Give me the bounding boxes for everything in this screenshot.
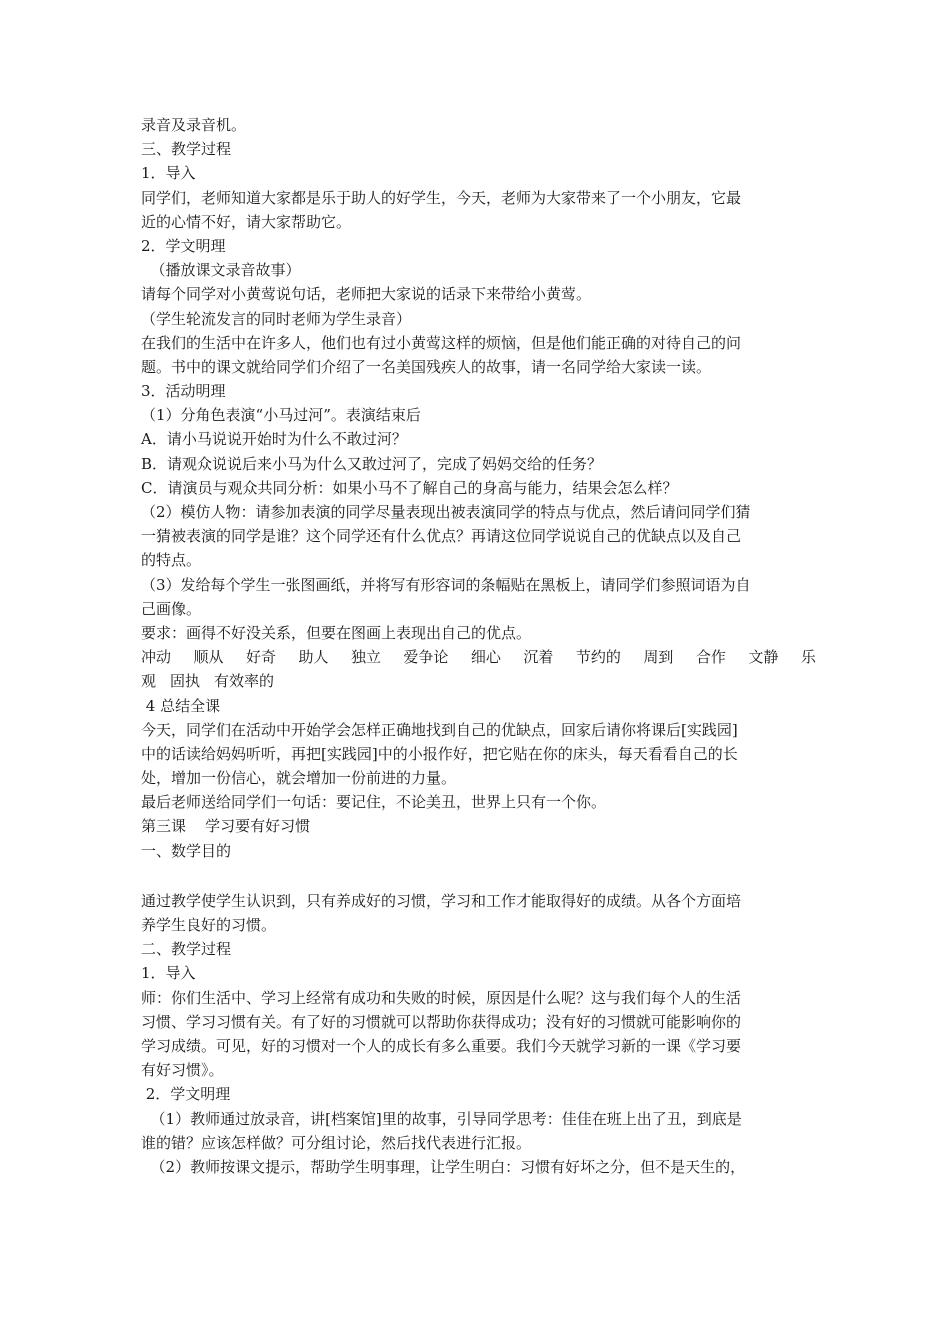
adjective-word: 固执	[170, 672, 201, 691]
text-line: 谁的错？应该怎样做？可分组讨论，然后找代表进行汇报。	[141, 1133, 532, 1152]
text-line: 师：你们生活中、学习上经常有成功和失败的时候，原因是什么呢？这与我们每个人的生活	[141, 988, 742, 1007]
text-line: （2）模仿人物：请参加表演的同学尽量表现出被表演同学的特点与优点，然后请问同学们猜	[141, 503, 751, 521]
text-line: （播放课文录音故事）	[141, 261, 301, 280]
text-line: （学生轮流发言的同时老师为学生录音）	[141, 309, 412, 328]
adjective-word: 合作	[695, 648, 726, 667]
adjective-word-list	[141, 645, 816, 669]
adjective-word: 观	[141, 672, 157, 691]
text-line: （1）教师通过放录音，讲[档案馆]里的故事，引导同学思考：佳佳在班上出了丑，到底是	[141, 1109, 742, 1128]
text-line: 1．导入	[141, 964, 196, 983]
text-line: 今天，同学们在活动中开始学会怎样正确地找到自己的优缺点，回家后请你将课后[实践园]	[141, 720, 738, 739]
section-lesson-two	[141, 113, 816, 645]
text-line: 题。书中的课文就给同学们介绍了一名美国残疾人的故事，请一名同学给大家读一读。	[141, 357, 712, 376]
text-line: C．请演员与观众共同分析：如果小马不了解自己的身高与能力，结果会怎么样？	[141, 478, 678, 497]
adjective-word-list-continued	[141, 669, 816, 693]
text-line: 养学生良好的习惯。	[141, 916, 277, 934]
text-line: 在我们的生活中在许多人，他们也有过小黄莺这样的烦恼，但是他们能正确的对待自己的问	[141, 333, 742, 352]
adjective-word: 细心	[470, 648, 501, 667]
adjective-word: 沉着	[523, 648, 554, 667]
text-line: 通过教学使学生认识到，只有养成好的习惯，学习和工作才能取得好的成绩。从各个方面培	[141, 891, 742, 910]
text-line: 的特点。	[141, 551, 202, 570]
text-line: 二、教学过程	[141, 940, 232, 959]
adjective-word: 顺从	[193, 648, 224, 667]
text-line: 有好习惯》。	[141, 1061, 224, 1080]
adjective-word: 爱争论	[403, 648, 449, 667]
adjective-word: 助人	[298, 648, 329, 667]
text-line: 一猜被表演的同学是谁？这个同学还有什么优点？再请这位同学说说自己的优缺点以及自己	[141, 527, 742, 546]
text-line: 己画像。	[141, 599, 202, 618]
text-line: 录音及录音机。	[141, 116, 247, 134]
adjective-word: 好奇	[245, 648, 276, 667]
adjective-word: 文静	[748, 648, 779, 667]
adjective-word: 节约的	[575, 648, 621, 667]
text-line: 1．导入	[141, 164, 196, 183]
section-summary-and-lesson-three	[141, 694, 816, 863]
text-line: 第三课 学习要有好习惯	[141, 817, 311, 836]
text-line: 三、教学过程	[141, 140, 232, 159]
text-line: （1）分角色表演“小马过河”。表演结束后	[141, 406, 421, 425]
text-line: （3）发给每个学生一张图画纸，并将写有形容词的条幅贴在黑板上，请同学们参照词语为自	[141, 575, 751, 594]
adjective-word: 乐	[800, 648, 816, 667]
text-line: 中的话读给妈妈听听，再把[实践园]中的小报作好，把它贴在你的床头，每天看看自己的长	[141, 744, 738, 763]
text-line: 4 总结全课	[141, 696, 221, 715]
text-line: B．请观众说说后来小马为什么又敢过河了，完成了妈妈交给的任务？	[141, 454, 603, 473]
document-body	[141, 113, 816, 1179]
adjective-word: 周到	[643, 648, 674, 667]
text-line: 学习成绩。可见，好的习惯对一个人的成长有多么重要。我们今天就学习新的一课《学习要	[141, 1036, 742, 1055]
adjective-word: 冲动	[141, 648, 172, 667]
blank-line	[141, 863, 816, 889]
adjective-word: 有效率的	[214, 672, 275, 691]
text-line: 一、数学目的	[141, 841, 232, 860]
text-line: 2．学文明理	[141, 1085, 231, 1104]
section-lesson-three-body	[141, 889, 816, 1179]
text-line: 3．活动明理	[141, 382, 226, 401]
text-line: 处，增加一份信心，就会增加一份前进的力量。	[141, 769, 457, 788]
text-line: 近的心情不好，请大家帮助它。	[141, 212, 352, 231]
text-line: 要求：画得不好没关系，但要在图画上表现出自己的优点。	[141, 623, 532, 642]
text-line: 请每个同学对小黄莺说句话，老师把大家说的话录下来带给小黄莺。	[141, 285, 592, 304]
text-line: A．请小马说说开始时为什么不敢过河？	[141, 430, 407, 449]
adjective-word: 独立	[350, 648, 381, 667]
text-line: （2）教师按课文提示，帮助学生明事理，让学生明白：习惯有好坏之分，但不是天生的，	[141, 1157, 746, 1176]
text-line: 习惯、学习习惯有关。有了好的习惯就可以帮助你获得成功；没有好的习惯就可能影响你的	[141, 1012, 742, 1031]
text-line: 最后老师送给同学们一句话：要记住，不论美丑，世界上只有一个你。	[141, 793, 607, 812]
text-line: 同学们，老师知道大家都是乐于助人的好学生，今天，老师为大家带来了一个小朋友，它最	[141, 188, 742, 207]
text-line: 2．学文明理	[141, 236, 226, 255]
